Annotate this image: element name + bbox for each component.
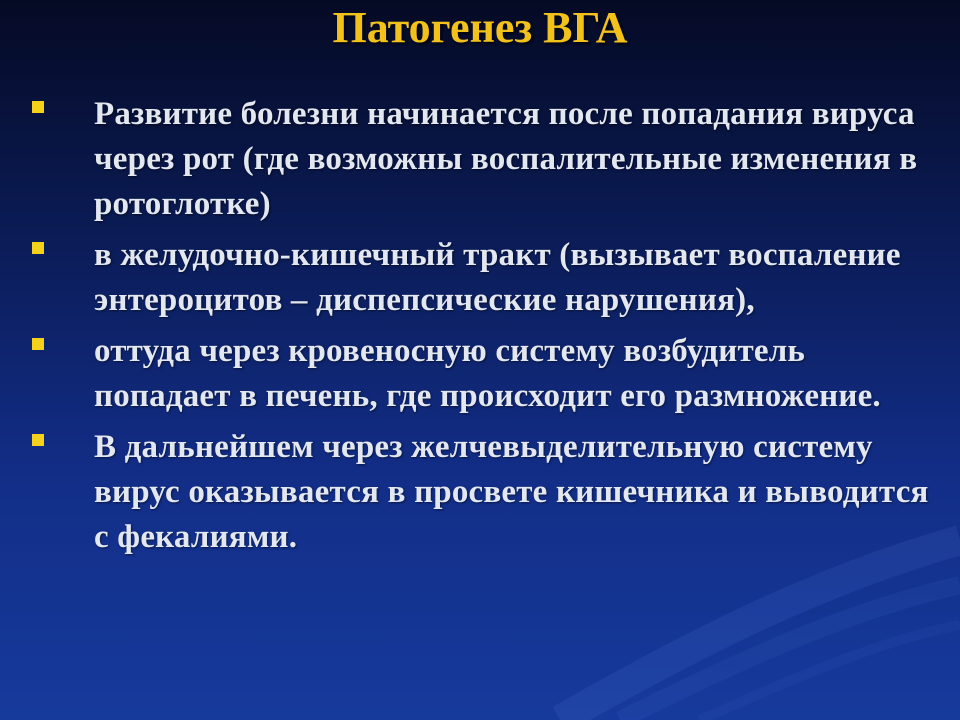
square-bullet-icon [32, 434, 44, 446]
bullet-text: В дальнейшем через желчевыделительную систему вирус оказывается в просвете кишечника и выводится с фекалиями. [94, 429, 929, 555]
bullet-list [30, 92, 935, 566]
square-bullet-icon [32, 101, 44, 113]
bullet-item-3 [30, 329, 935, 419]
bullet-item-1 [30, 92, 935, 227]
square-bullet-icon [32, 242, 44, 254]
slide-title: Патогенез ВГА [332, 3, 628, 52]
bullet-text: в желудочно-кишечный тракт (вызывает воспаление энтероцитов – диспепсические нарушения), [94, 237, 901, 318]
bullet-text: оттуда через кровеносную систему возбудитель попадает в печень, где происходит его размножение. [94, 333, 881, 414]
bullet-item-4 [30, 425, 935, 560]
bullet-text: Развитие болезни начинается после попадания вируса через рот (где возможны воспалительные изменения в ротоглотке) [94, 96, 918, 222]
square-bullet-icon [32, 338, 44, 350]
bullet-item-2 [30, 233, 935, 323]
